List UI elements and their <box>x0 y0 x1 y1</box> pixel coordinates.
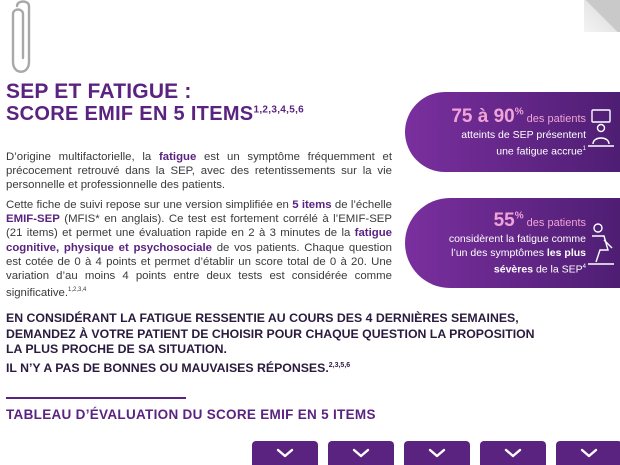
person-at-computer-icon <box>586 108 616 154</box>
stat-text-line: l’un des symptômes les plus <box>451 247 586 259</box>
tired-person-icon <box>586 218 616 268</box>
subtitle-references: 1,2,3,4,5,6 <box>253 104 305 116</box>
table-section-title: TABLEAU D’ÉVALUATION DU SCORE EMIF EN 5 ITEMS <box>6 407 376 422</box>
instructions-block <box>6 311 606 376</box>
instruction-line: LA PLUS PROCHE DE SA SITUATION. <box>6 342 227 356</box>
stat-card-prevalence: 75 à 90% des patients atteints de SEP présentent une fatigue accrue$^1$ <box>405 92 620 172</box>
stat-value: 55% <box>493 210 524 231</box>
stat-text-line: sévères de la SEP$^4$ <box>493 263 586 276</box>
instruction-line: IL N’Y A PAS DE BONNES OU MAUVAISES RÉPONSES.$^{2,3,5,6}$ <box>6 360 351 375</box>
chevron-down-icon <box>503 447 523 459</box>
stat-text-line: atteints de SEP présentent <box>461 129 586 141</box>
chevron-down-icon <box>351 447 371 459</box>
page-corner-fold <box>584 0 620 32</box>
section-divider <box>6 397 186 399</box>
chevron-down-icon <box>275 447 295 459</box>
intro-paragraph-1: D’origine multifactorielle, la fatigue est un symptôme fréquemment et précocement retrouvé dans la SEP, avec des retentissements sur la vie personnelle et professionnelle des patients. <box>6 151 392 192</box>
stat-value: 75 à 90% <box>451 106 524 127</box>
expand-item-3-button[interactable] <box>404 441 470 465</box>
instruction-line: EN CONSIDÉRANT LA FATIGUE RESSENTIE AU COURS DES 4 DERNIÈRES SEMAINES, <box>6 311 519 325</box>
instruction-line: DEMANDEZ À VOTRE PATIENT DE CHOISIR POUR CHAQUE QUESTION LA PROPOSITION <box>6 326 535 341</box>
expand-item-1-button[interactable] <box>252 441 318 465</box>
page-subtitle: SCORE EMIF EN 5 ITEMS$^{1,2,3,4,5,6}$ <box>6 103 305 125</box>
expand-item-2-button[interactable] <box>328 441 394 465</box>
page-title: SEP ET FATIGUE : <box>6 80 192 103</box>
chevron-down-icon <box>579 447 599 459</box>
chevron-down-icon <box>427 447 447 459</box>
expand-item-4-button[interactable] <box>480 441 546 465</box>
stat-text-line: une fatigue accrue$^1$ <box>496 145 586 158</box>
expand-item-5-button[interactable] <box>556 441 620 465</box>
stat-text-line: considèrent la fatigue comme <box>448 233 586 245</box>
paperclip-icon <box>8 0 36 80</box>
intro-paragraph-2: Cette fiche de suivi repose sur une version simplifiée en 5 items de l’échelle EMIF-SEP (MFIS* en anglais). Ce test est fortement corrélé à l’EMIF-SEP (21 items) et permet une évaluation rapide en 2 à 3 minutes de la fatigue cognitive, physique et psychosociale de vos patients. Chaque question est cotée de 0 à 4 points et permet d’établir un score total de 0 à 20. Une variation d’au moins 4 points entre deux tests est considérée comme significative.$^{1,2,3,4}$ <box>6 199 392 300</box>
stat-card-severity: 55% des patients considèrent la fatigue comme l’un des symptômes les plus sévères de la SEP$^4$ <box>405 198 620 288</box>
